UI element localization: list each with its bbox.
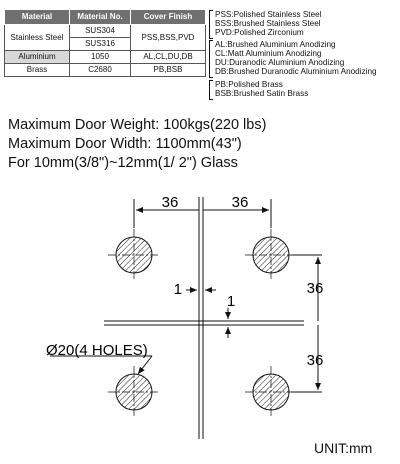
dim-label-gap-1-vertical: 1 — [173, 281, 182, 298]
material-brass: Brass — [5, 64, 70, 77]
material-aluminium: Aluminium — [5, 51, 70, 64]
legend-item: BSS:Brushed Stainless Steel — [215, 19, 321, 28]
unit-label: UNIT:mm — [314, 440, 373, 456]
material-no-1050: 1050 — [70, 51, 131, 64]
dim-label-left-36: 36 — [161, 194, 179, 211]
holes-callout-label: Ø20(4 HOLES) — [46, 342, 148, 359]
header-material: Material — [5, 10, 70, 25]
spec-max-weight: Maximum Door Weight: 100kgs(220 lbs) — [8, 117, 267, 133]
header-cover-finish: Cover Finish — [131, 10, 206, 25]
dim-label-upper-36: 36 — [306, 280, 324, 297]
dim-label-lower-36: 36 — [306, 352, 324, 369]
legend-item: PVD:Polished Zirconium — [215, 28, 304, 37]
material-no-c2680: C2680 — [70, 64, 131, 77]
legend-item: CL:Matt Aluminium Anodizing — [215, 49, 322, 58]
hole-bottom-left — [108, 366, 160, 418]
finish-aluminium: AL,CL,DU,DB — [131, 51, 206, 64]
spec-glass-thickness: For 10mm(3/8")~12mm(1/ 2") Glass — [8, 155, 238, 171]
material-no-sus316: SUS316 — [70, 38, 131, 51]
hole-top-right — [245, 229, 297, 281]
finish-stainless: PSS,BSS,PVD — [131, 25, 206, 51]
hole-top-left — [108, 229, 160, 281]
legend-item: DU:Duranodic Aluminium Anodizing — [215, 58, 345, 67]
hole-bottom-right — [245, 366, 297, 418]
dim-label-gap-1-horizontal: 1 — [226, 293, 236, 310]
dimension-right — [291, 255, 322, 392]
legend-item: AL:Brushed Aluminium Anodizing — [215, 40, 336, 49]
material-stainless: Stainless Steel — [5, 25, 70, 51]
legend-item: PB:Polished Brass — [215, 80, 283, 89]
legend-item: BSB:Brushed Satin Brass — [215, 89, 309, 98]
legend-item: PSS:Polished Stainless Steel — [215, 10, 322, 19]
dim-label-right-36: 36 — [231, 194, 249, 211]
material-no-sus304: SUS304 — [70, 25, 131, 38]
legend-item: DB:Brushed Duranodic Aluminium Anodizing — [215, 67, 377, 76]
spec-max-width: Maximum Door Width: 1100mm(43") — [8, 136, 242, 152]
header-material-no: Material No. — [70, 10, 131, 25]
finish-brass: PB,BSB — [131, 64, 206, 77]
